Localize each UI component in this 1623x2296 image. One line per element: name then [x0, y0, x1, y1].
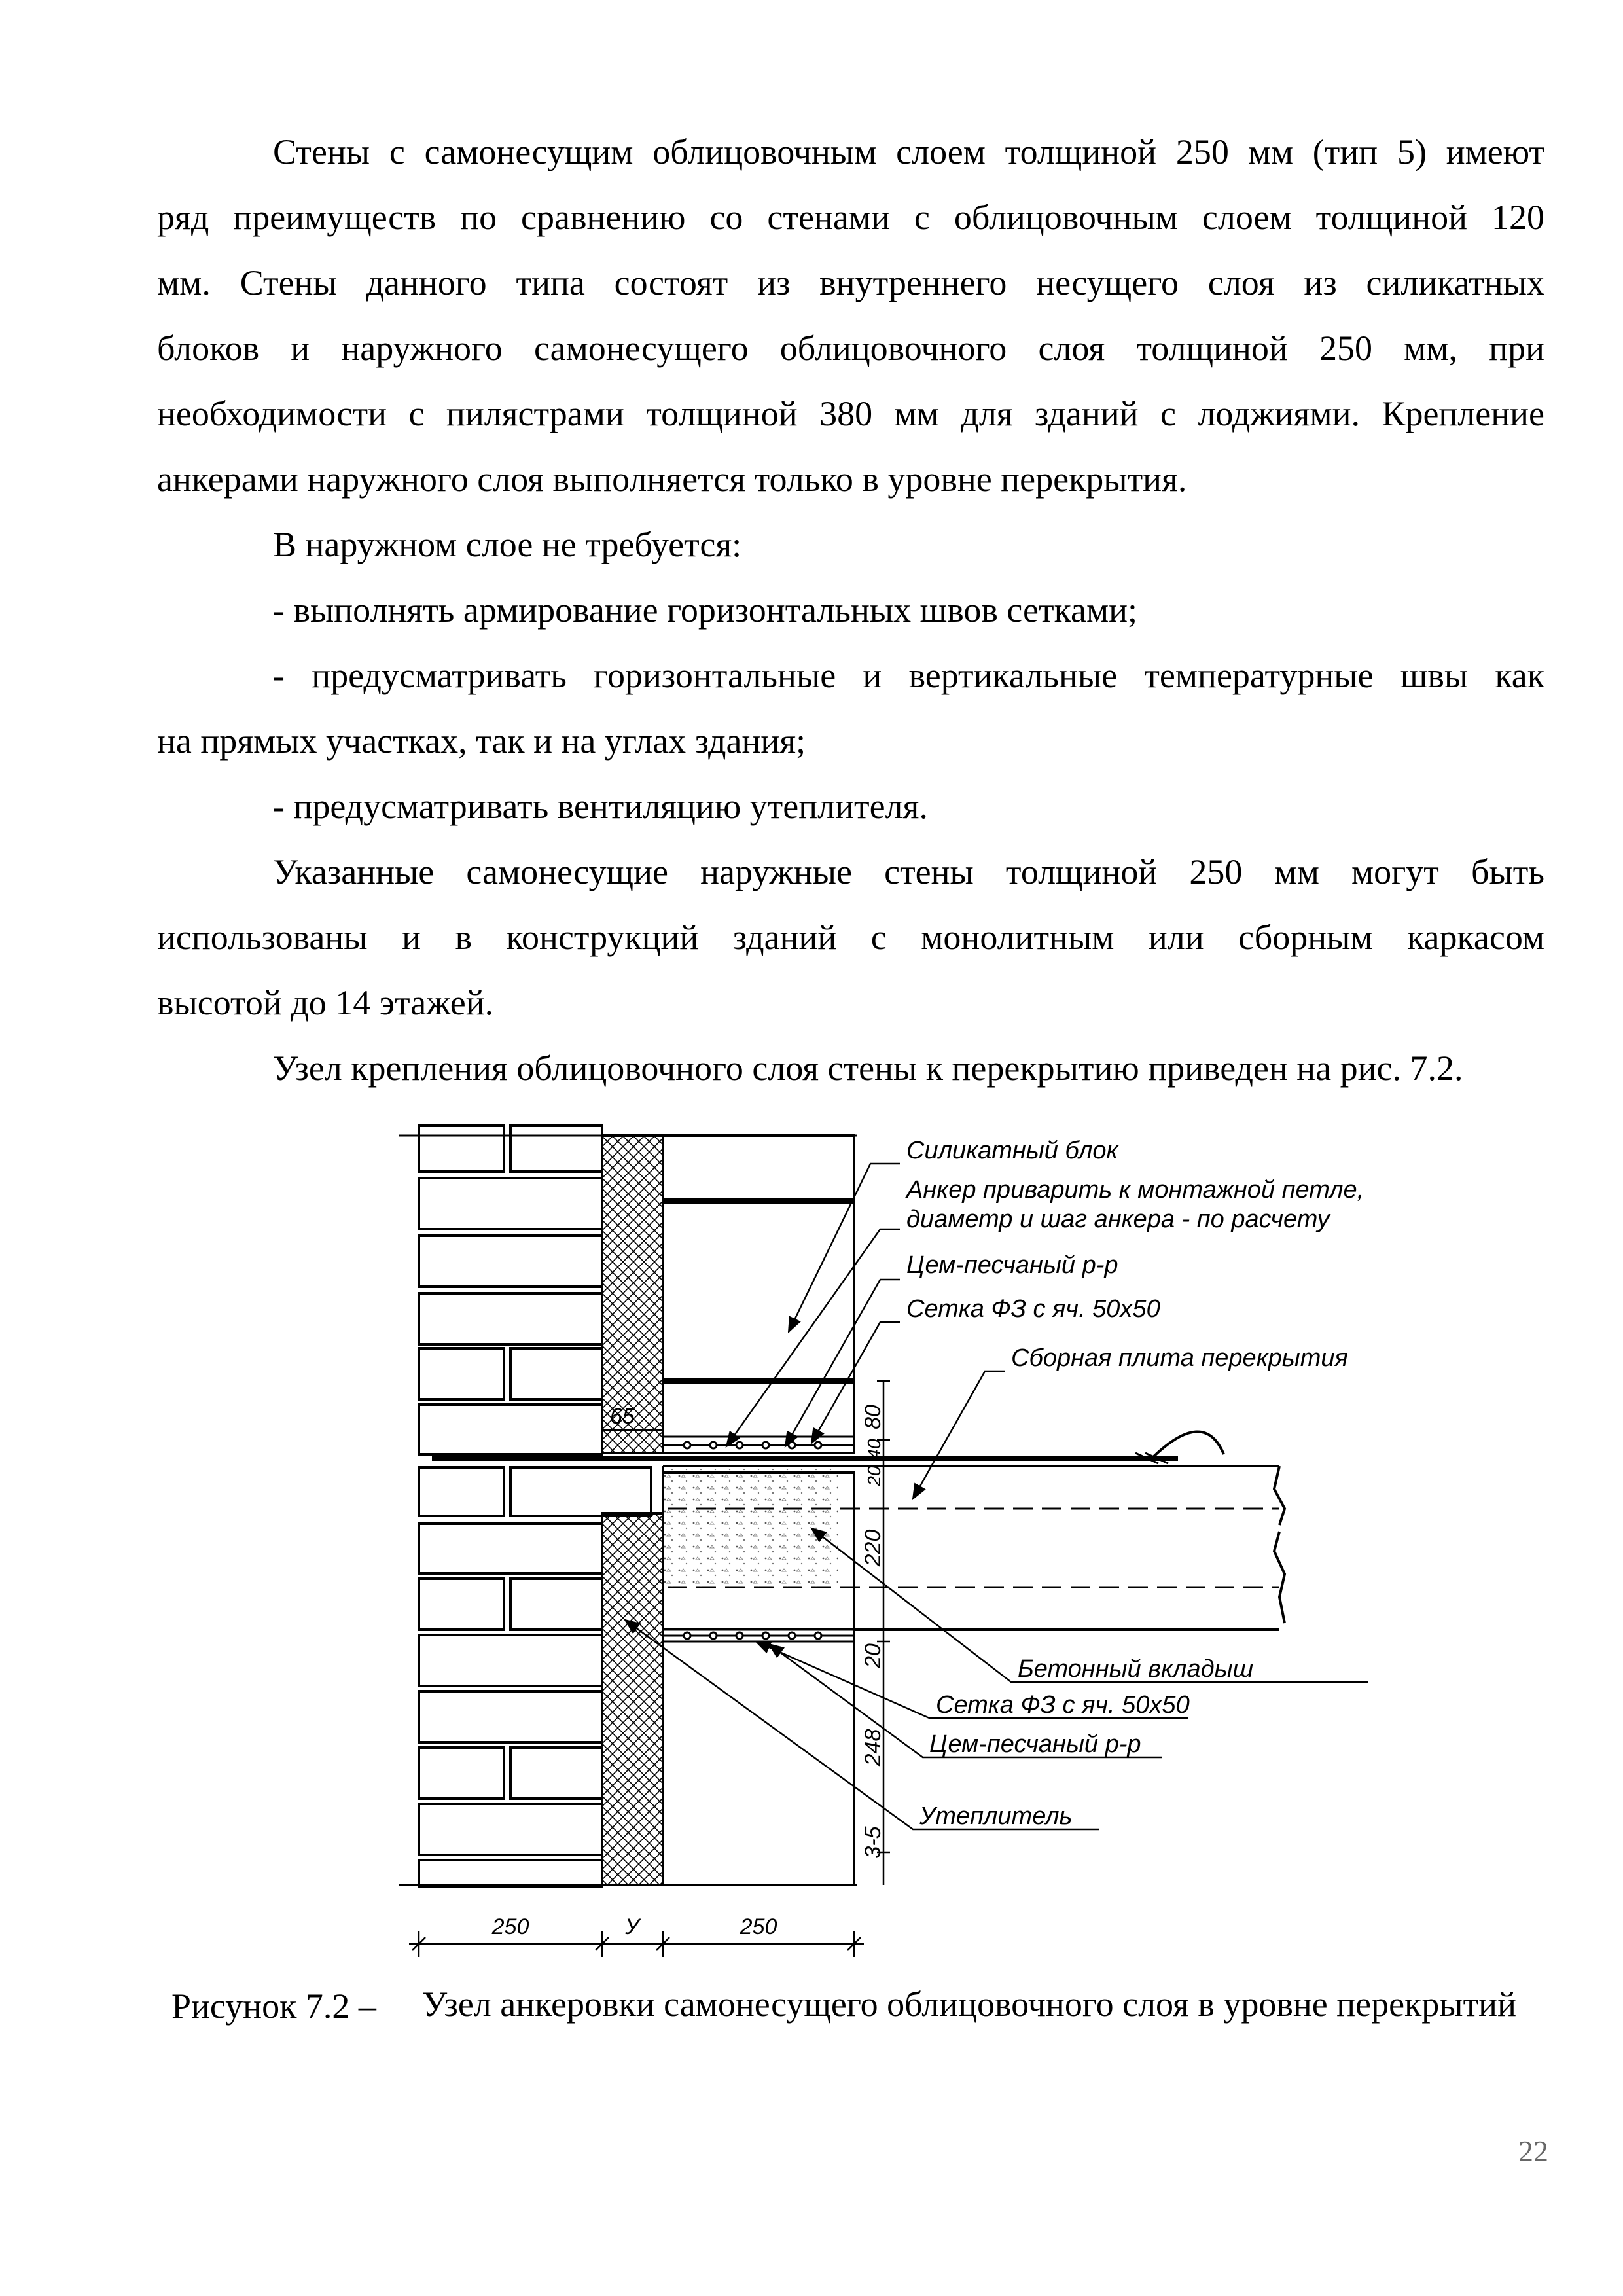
paragraph-line: В наружном слое не требуется: [273, 525, 742, 564]
list-item: - выполнять армирование горизонтальных швов сетками; [273, 590, 1138, 630]
figure-reference-line: Узел крепления облицовочного слоя стены к перекрытию приведен на рис. 7.2. [273, 1049, 1463, 1088]
figure-caption-number: Рисунок 7.2 – [171, 1986, 376, 2026]
paragraph-line: необходимости с пилястрами толщиной 380 мм для зданий с лоджиями. Крепление [157, 394, 1544, 433]
page-number: 22 [1518, 2134, 1548, 2168]
paragraph-line: ряд преимуществ по сравнению со стенами с облицовочным слоем толщиной 120 [157, 198, 1544, 237]
paragraph-line: высотой до 14 этажей. [157, 983, 494, 1022]
dim-width-insulation: У [625, 1914, 639, 1939]
dim-20-bottom: 20 [861, 1643, 885, 1668]
mounting-loop [1152, 1431, 1224, 1458]
dim-248: 248 [861, 1729, 885, 1767]
paragraph-line: мм. Стены данного типа состоят из внутреннего несущего слоя из силикатных [157, 263, 1544, 302]
label-mesh-top: Сетка ФЗ с яч. 50х50 [906, 1295, 1160, 1323]
label-slab: Сборная плита перекрытия [1011, 1344, 1348, 1372]
paragraph-line: Указанные самонесущие наружные стены толщиной 250 мм могут быть [273, 852, 1544, 891]
dim-80: 80 [861, 1405, 885, 1429]
figure-caption-text: Узел анкеровки самонесущего облицовочного слоя в уровне перекрытий [422, 1984, 1516, 2024]
list-item-continuation: на прямых участках, так и на углах здания; [157, 721, 806, 761]
label-mortar-bottom: Цем-песчаный р-р [929, 1731, 1141, 1758]
dim-width-outer: 250 [491, 1914, 529, 1939]
list-item: - предусматривать вентиляцию утеплителя. [273, 787, 928, 826]
list-item: - предусматривать горизонтальные и вертикальные температурные швы как [273, 656, 1544, 695]
dim-20-top: 20 [864, 1465, 884, 1486]
paragraph-line: блоков и наружного самонесущего облицовочного слоя толщиной 250 мм, при [157, 329, 1544, 368]
label-silicate-block: Силикатный блок [906, 1137, 1118, 1164]
label-mortar-top: Цем-песчаный р-р [906, 1251, 1118, 1279]
dim-40: 40 [864, 1439, 884, 1460]
dim-65: 65 [610, 1404, 635, 1429]
label-insulation: Утеплитель [919, 1803, 1073, 1830]
dim-220: 220 [861, 1529, 885, 1567]
insulation-bottom [602, 1513, 663, 1885]
label-anchor-line2: диаметр и шаг анкера - по расчету [906, 1206, 1330, 1233]
label-concrete-insert: Бетонный вкладыш [1018, 1655, 1254, 1683]
paragraph-line: использованы и в конструкций зданий с монолитным или сборным каркасом [157, 918, 1544, 957]
dim-3-5: 3-5 [861, 1826, 885, 1859]
paragraph-line: Стены с самонесущим облицовочным слоем толщиной 250 мм (тип 5) имеют [273, 132, 1544, 171]
label-anchor-line1: Анкер приварить к монтажной петле, [906, 1176, 1364, 1204]
label-mesh-bottom: Сетка ФЗ с яч. 50х50 [936, 1691, 1190, 1719]
paragraph-line: анкерами наружного слоя выполняется только в уровне перекрытия. [157, 459, 1187, 499]
dim-width-inner: 250 [740, 1914, 777, 1939]
